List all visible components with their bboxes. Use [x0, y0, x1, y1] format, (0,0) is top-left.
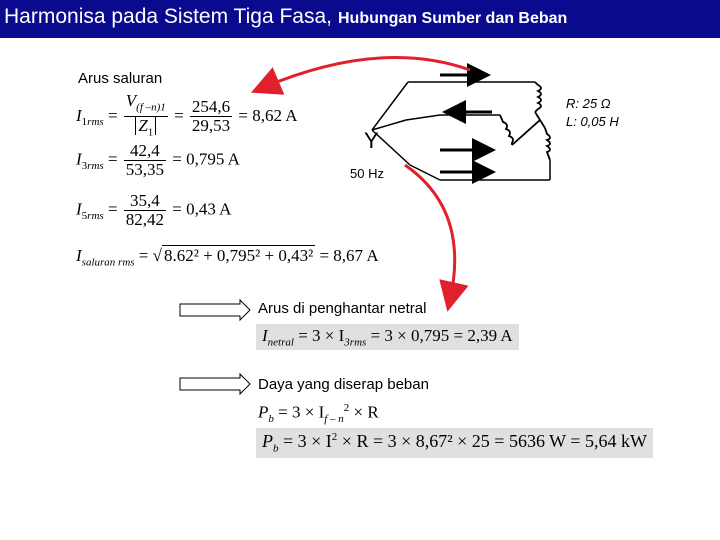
inductor-phase-1 [535, 82, 541, 112]
equation-i5rms: $I_{5rms}$ = $\frac{35,4}{82,42}$ = 0,43 A [76, 191, 232, 229]
label-resistance: R: 25 Ω [566, 96, 611, 111]
equation-i3rms: $I_{3rms}$ = $\frac{42,4}{53,35}$ = 0,795 A [76, 141, 240, 179]
label-frequency: 50 Hz [350, 166, 384, 181]
label-inductance: L: 0,05 H [566, 114, 619, 129]
equation-i1rms: $I_{1rms}$ = $\frac{V_{(f -n)1}}{Z_1}$ = $\frac{254,6}{29,53}$ = 8,62 A [76, 91, 298, 139]
label-arus-netral: Arus di penghantar netral [258, 300, 427, 317]
equation-pb-formula: $P_b = 3 \times I_{f - n}^2 \times R$ [258, 402, 379, 426]
y-source-lines [372, 82, 550, 180]
red-arrow-netral [405, 165, 455, 300]
inductor-phase-3 [545, 128, 550, 160]
hollow-arrow-netral [180, 300, 250, 320]
red-arrow-arus-saluran [262, 58, 470, 88]
equation-pb-result: $P_b = 3 \times I^2 \times R = 3 \times 8,67^2 \times 25 = 5636$ W = 5,64 kW [256, 428, 653, 458]
title-subtitle: Hubungan Sumber dan Beban [337, 10, 568, 27]
inductor-phase-2 [500, 115, 513, 145]
equation-inetral: $I_{netral} = 3 \times I_{3rms} = 3 \times 0,795 = 2,39$ A [256, 324, 519, 350]
current-arrows [440, 75, 492, 172]
hollow-arrows [180, 300, 250, 394]
equation-isaluran: $I_{saluran rms}$ = √ 8.62² + 0,795² + 0,43² = 8,67 A [76, 246, 379, 269]
hollow-arrow-daya [180, 374, 250, 394]
label-y-source: Y [364, 128, 379, 153]
label-arus-saluran: Arus saluran [78, 70, 163, 87]
load-inductors [500, 82, 550, 160]
title-main-text: Harmonisa pada Sistem Tiga Fasa, [4, 5, 332, 28]
label-daya: Daya yang diserap beban [258, 376, 429, 393]
